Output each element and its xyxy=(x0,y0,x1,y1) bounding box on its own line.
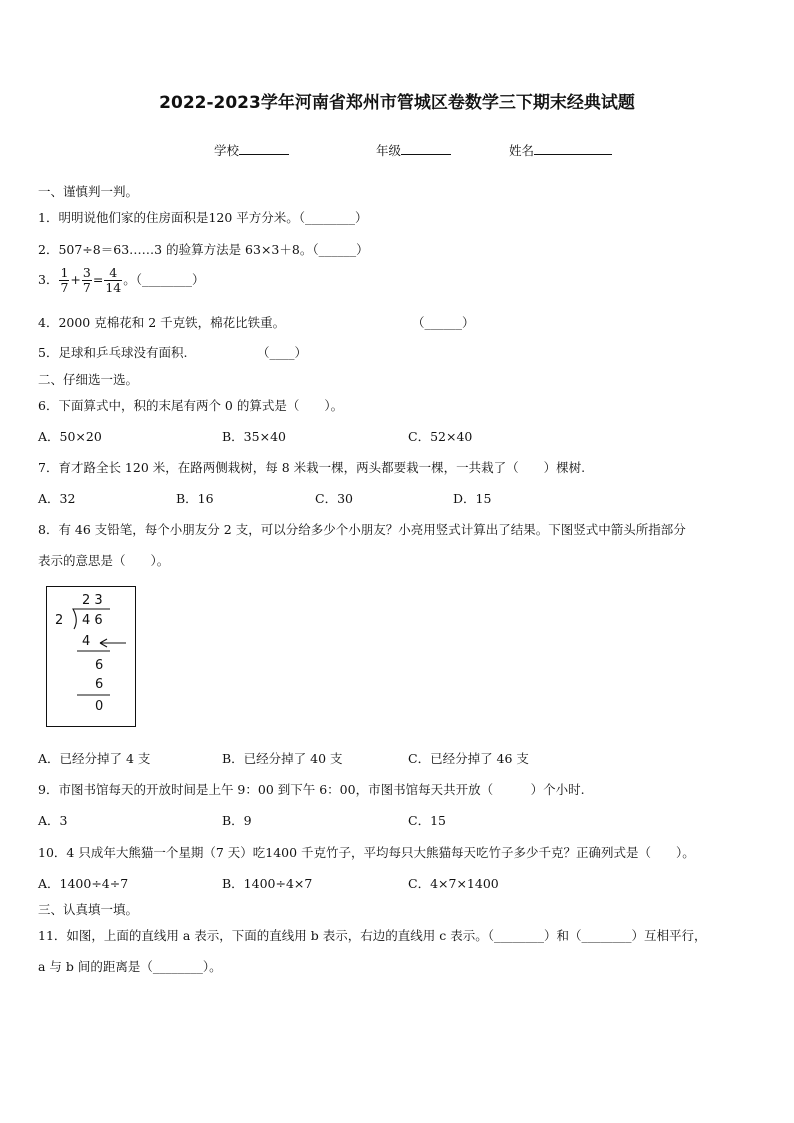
division-divisor: 2 xyxy=(55,613,64,628)
question-10: 10．4 只成年大熊猫一个星期（7 天）吃1400 千克竹子，平均每只大熊猫每天吃竹子多少千克？正确列式是（ ）。 xyxy=(38,845,695,860)
name-label: 姓名 xyxy=(509,143,535,158)
question-3-blank: 。（________） xyxy=(123,272,205,287)
question-4: 4．2000 克棉花和 2 千克铁，棉花比铁重。 xyxy=(38,315,286,330)
question-7: 7．育才路全长 120 米，在路两侧栽树，每 8 米栽一棵，两头都要栽一棵，一共栽了（ ）棵树. xyxy=(38,460,586,475)
question-7-option-b[interactable]: B．16 xyxy=(176,491,214,506)
question-8-line-1: 8．有 46 支铅笔，每个小朋友分 2 支，可以分给多少个小朋友？小亮用竖式计算出了结果。下图竖式中箭头所指部分 xyxy=(38,522,686,537)
question-7-option-d[interactable]: D．15 xyxy=(453,491,492,506)
division-dividend: 4 6 xyxy=(82,613,103,628)
question-3: 3． $\frac{1}{7}$ + $\frac{3}{7}$ = $\frac{4}{14}$ 。（________） xyxy=(38,265,205,295)
question-1: 1．明明说他们家的住房面积是120 平方分米。（________） xyxy=(38,210,368,225)
school-label: 学校 xyxy=(214,143,240,158)
division-lines xyxy=(47,587,135,726)
question-5: 5．足球和乒乓球没有面积. xyxy=(38,345,188,360)
question-8-option-c[interactable]: C．已经分掉了 46 支 xyxy=(408,751,529,766)
fraction-2: $\frac{3}{7}$ xyxy=(82,265,91,295)
long-division-figure xyxy=(46,586,136,727)
name-field xyxy=(509,141,612,159)
question-8-line-2: 表示的意思是（ ）。 xyxy=(38,553,170,568)
grade-blank[interactable] xyxy=(401,142,451,155)
section-heading-2: 二、仔细选一选。 xyxy=(38,372,139,387)
division-bracket xyxy=(73,609,110,629)
question-10-option-a[interactable]: A．1400÷4÷7 xyxy=(38,876,129,891)
grade-label: 年级 xyxy=(376,143,402,158)
question-6-option-c[interactable]: C．52×40 xyxy=(408,429,473,444)
question-10-option-b[interactable]: B．1400÷4×7 xyxy=(222,876,313,891)
question-7-option-a[interactable]: A．32 xyxy=(38,491,76,506)
division-remainder: 0 xyxy=(95,699,104,714)
question-8-option-a[interactable]: A．已经分掉了 4 支 xyxy=(38,751,151,766)
division-step-1: 4 xyxy=(82,634,91,649)
question-3-number: 3． xyxy=(38,272,59,287)
school-blank[interactable] xyxy=(239,142,289,155)
question-9-option-c[interactable]: C．15 xyxy=(408,813,446,828)
division-quotient: 2 3 xyxy=(82,593,103,608)
question-9-option-a[interactable]: A．3 xyxy=(38,813,68,828)
question-4-blank: （______） xyxy=(412,315,475,330)
school-field xyxy=(214,141,289,159)
division-step-3: 6 xyxy=(95,677,104,692)
section-heading-3: 三、认真填一填。 xyxy=(38,902,139,917)
question-5-blank: （____） xyxy=(257,345,308,360)
fraction-1: $\frac{1}{7}$ xyxy=(60,265,69,295)
page-title: 2022-2023学年河南省郑州市管城区卷数学三下期末经典试题 xyxy=(159,93,635,113)
question-11-line-1: 11．如图，上面的直线用 a 表示，下面的直线用 b 表示，右边的直线用 c 表示。（________）和（________）互相平行， xyxy=(38,928,707,943)
question-7-option-c[interactable]: C．30 xyxy=(315,491,353,506)
question-2: 2．507÷8＝63……3 的验算方法是 63×3＋8。（______） xyxy=(38,242,369,257)
question-8-option-b[interactable]: B．已经分掉了 40 支 xyxy=(222,751,343,766)
question-6-option-b[interactable]: B．35×40 xyxy=(222,429,286,444)
question-9: 9．市图书馆每天的开放时间是上午 9：00 到下午 6：00，市图书馆每天共开放（ ）个小时. xyxy=(38,782,585,797)
question-11-line-2: a 与 b 间的距离是（________）。 xyxy=(38,959,222,974)
question-9-option-b[interactable]: B．9 xyxy=(222,813,252,828)
question-6-option-a[interactable]: A．50×20 xyxy=(38,429,102,444)
question-6: 6．下面算式中，积的末尾有两个 0 的算式是（ ）。 xyxy=(38,398,344,413)
fraction-3: $\frac{4}{14}$ xyxy=(105,265,122,295)
section-heading-1: 一、谨慎判一判。 xyxy=(38,184,139,199)
division-step-2: 6 xyxy=(95,658,104,673)
name-blank[interactable] xyxy=(534,142,612,155)
question-10-option-c[interactable]: C．4×7×1400 xyxy=(408,876,499,891)
grade-field xyxy=(376,141,451,159)
